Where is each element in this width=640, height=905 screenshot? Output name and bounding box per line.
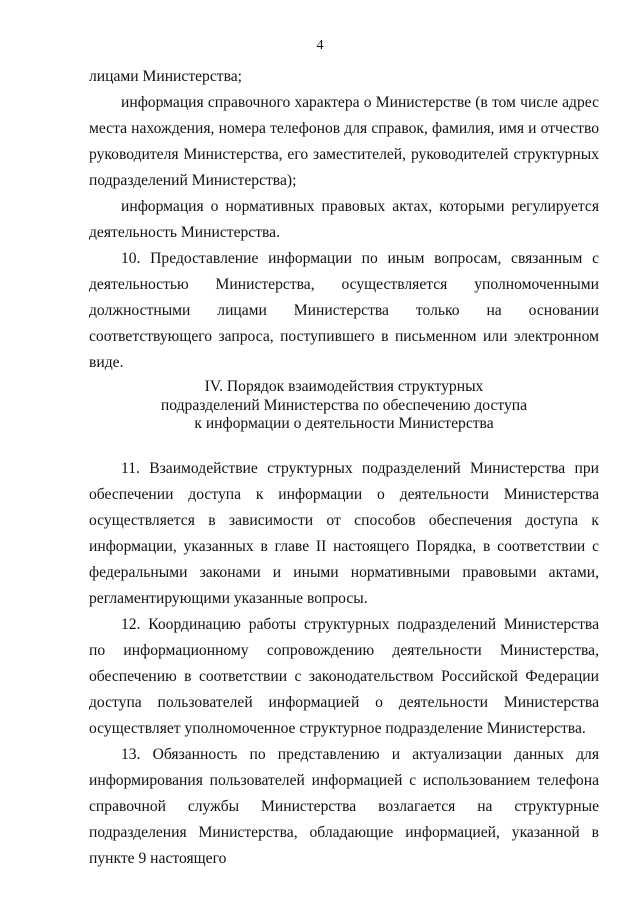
paragraph-12: 12. Координацию работы структурных подразделений Министерства по информационному сопровождению деятельности Министерства, обеспечению в соответствии с законодательством Российской Федерации доступа пользователей информацией о деятельности Министерства осуществляет уполномоченное структурное подразделение Министерства. [89, 616, 599, 737]
paragraph-11: 11. Взаимодействие структурных подразделений Министерства при обеспечении доступа к информации о деятельности Министерства осуществляется в зависимости от способов обеспечения доступа к информации, указанных в главе II настоящего Порядка, в соответствии с федеральными законами и иными нормативными правовыми актами, регламентирующими указанные вопросы. [89, 460, 599, 607]
paragraph-continuation: лицами Министерства; [89, 68, 243, 85]
paragraph-13: 13. Обязанность по представлению и актуализации данных для информирования пользователей информацией с использованием телефона справочной службы Министерства возлагается на структурные подразделения Министерства, обладающие информацией, указанной в пункте 9 настоящего [89, 746, 599, 867]
paragraph-reference-info: информация справочного характера о Министерстве (в том числе адрес места нахождения, номера телефонов для справок, фамилия, имя и отчество руководителя Министерства, его заместителей, руководителей структурных подразделений Министерства); [89, 94, 599, 189]
section-heading-line: подразделений Министерства по обеспечению доступа [160, 396, 528, 414]
page-number: 4 [316, 38, 324, 53]
section-heading [89, 378, 599, 434]
paragraph-10: 10. Предоставление информации по иным вопросам, связанным с деятельностью Министерства, осуществляется уполномоченными должностными лицами Министерства только на основании соответствующего запроса, поступившего в письменном или электронном виде. [89, 250, 599, 371]
section-heading-line: к информации о деятельности Министерства [194, 415, 494, 432]
paragraph-normative-acts: информация о нормативных правовых актах, которыми регулируется деятельность Министерства. [89, 198, 599, 241]
section-heading-line: IV. Порядок взаимодействия структурных [204, 378, 484, 395]
